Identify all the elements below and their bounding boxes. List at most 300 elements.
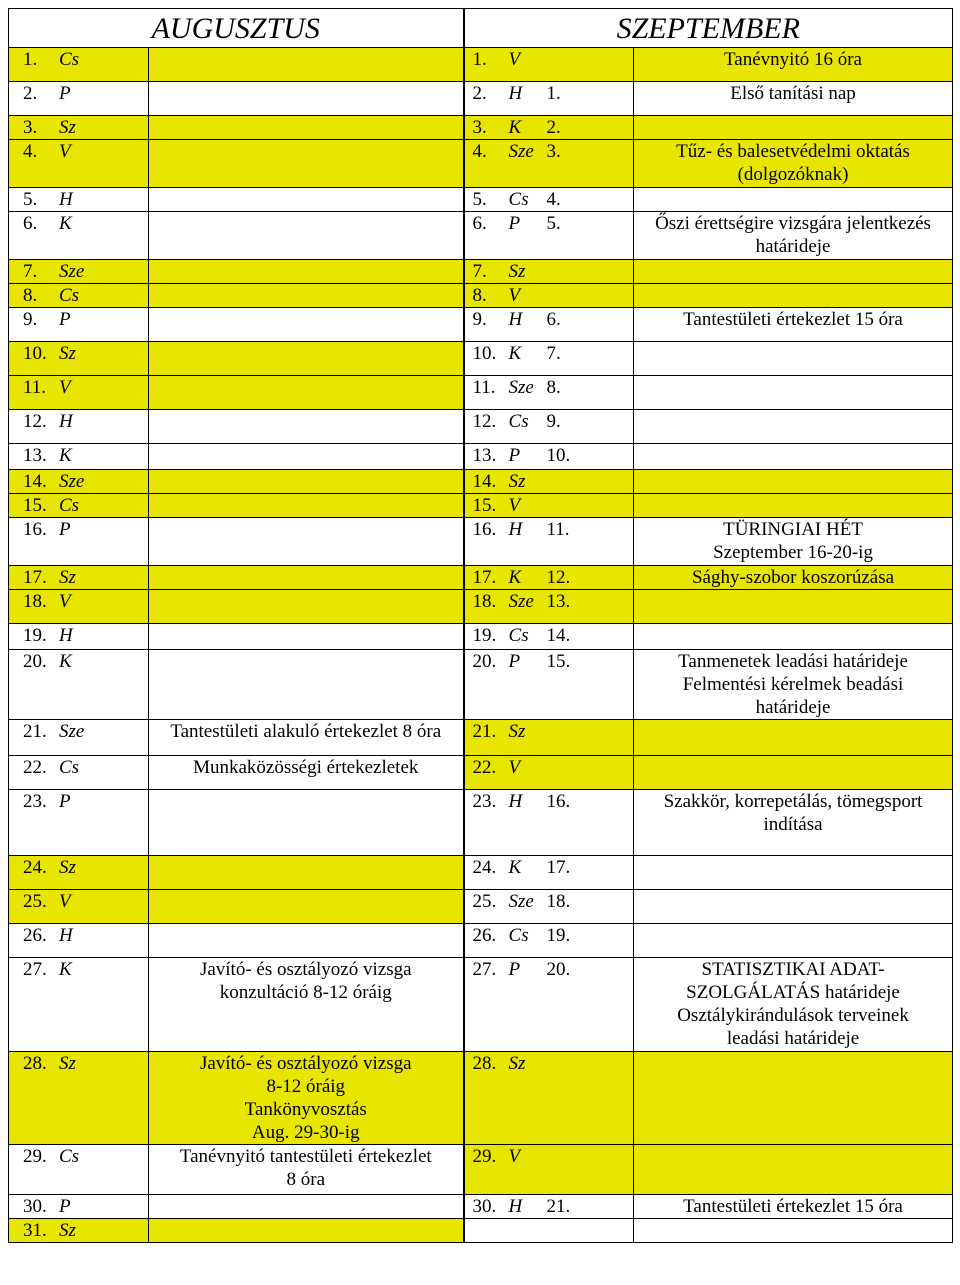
august-note-cell xyxy=(149,756,464,790)
calendar-row xyxy=(9,188,953,212)
august-note-line: Javító- és osztályozó vizsga xyxy=(199,1053,412,1074)
august-weekday: K xyxy=(59,213,72,234)
august-weekday: Cs xyxy=(59,495,80,516)
august-note-cell xyxy=(149,1052,464,1145)
school-day-number: 18. xyxy=(546,891,571,912)
august-day-cell xyxy=(9,188,149,212)
september-day-cell xyxy=(464,308,634,342)
august-weekday: H xyxy=(59,925,73,946)
august-weekday: Cs xyxy=(59,757,80,778)
august-note-cell xyxy=(149,188,464,212)
september-note-cell xyxy=(634,1219,953,1243)
school-day-number: 9. xyxy=(546,411,561,432)
september-day-number: 10. xyxy=(472,343,497,364)
school-day-number: 11. xyxy=(546,519,570,540)
august-day-cell xyxy=(9,48,149,82)
august-day-cell xyxy=(9,82,149,116)
september-note-line: Tanévnyitó 16 óra xyxy=(724,49,862,70)
september-note-line: STATISZTIKAI ADAT- xyxy=(701,959,885,980)
september-day-cell xyxy=(464,890,634,924)
august-note-cell xyxy=(149,650,464,720)
september-note-line: Őszi érettségire vizsgára jelentkezés xyxy=(655,213,931,234)
september-weekday: H xyxy=(508,309,523,330)
august-day-cell xyxy=(9,494,149,518)
august-day-cell xyxy=(9,1195,149,1219)
school-day-number: 13. xyxy=(546,591,571,612)
september-note-line: Sághy-szobor koszorúzása xyxy=(691,567,895,588)
calendar-row xyxy=(9,342,953,376)
september-day-cell xyxy=(464,48,634,82)
august-note-cell xyxy=(149,856,464,890)
august-day-number: 11. xyxy=(23,377,47,398)
school-day-number: 1. xyxy=(546,83,561,104)
september-day-number: 5. xyxy=(472,189,487,210)
calendar-row xyxy=(9,518,953,566)
september-day-number: 20. xyxy=(472,651,497,672)
august-note-cell xyxy=(149,260,464,284)
august-note-cell xyxy=(149,140,464,188)
september-note-cell xyxy=(634,924,953,958)
month-header-row xyxy=(9,9,953,48)
august-weekday: Cs xyxy=(59,285,80,306)
august-weekday: Cs xyxy=(59,1146,80,1167)
calendar-row xyxy=(9,624,953,650)
august-day-cell xyxy=(9,376,149,410)
september-note-cell xyxy=(634,140,953,188)
august-day-cell xyxy=(9,720,149,756)
september-day-cell xyxy=(464,494,634,518)
calendar-row xyxy=(9,1052,953,1145)
august-day-cell xyxy=(9,342,149,376)
august-day-number: 8. xyxy=(23,285,38,306)
august-weekday: Sze xyxy=(59,261,85,282)
august-day-cell xyxy=(9,308,149,342)
august-note-cell xyxy=(149,890,464,924)
calendar-row xyxy=(9,1145,953,1195)
september-weekday: K xyxy=(508,857,522,878)
august-note-cell xyxy=(149,924,464,958)
school-day-number: 8. xyxy=(546,377,561,398)
september-weekday: H xyxy=(508,519,523,540)
september-day-cell xyxy=(464,140,634,188)
september-weekday: V xyxy=(508,757,521,778)
august-note-cell xyxy=(149,1219,464,1243)
september-note-cell xyxy=(634,188,953,212)
september-note-cell xyxy=(634,82,953,116)
september-day-number: 26. xyxy=(472,925,497,946)
september-day-cell xyxy=(464,212,634,260)
september-day-number: 4. xyxy=(472,141,487,162)
september-day-number: 7. xyxy=(472,261,487,282)
september-day-cell xyxy=(464,470,634,494)
september-day-cell xyxy=(464,410,634,444)
september-day-cell xyxy=(464,376,634,410)
september-note-cell xyxy=(634,212,953,260)
august-note-cell xyxy=(149,624,464,650)
september-day-cell xyxy=(464,188,634,212)
august-day-cell xyxy=(9,140,149,188)
september-day-cell xyxy=(464,756,634,790)
september-weekday: K xyxy=(508,567,522,588)
school-day-number: 12. xyxy=(546,567,571,588)
september-note-cell xyxy=(634,48,953,82)
september-day-cell xyxy=(464,342,634,376)
september-day-cell xyxy=(464,284,634,308)
august-day-cell xyxy=(9,890,149,924)
september-weekday: V xyxy=(508,285,521,306)
september-day-number: 12. xyxy=(472,411,497,432)
september-note-line: Szeptember 16-20-ig xyxy=(713,542,873,563)
august-weekday: Sz xyxy=(59,1053,76,1074)
september-note-cell xyxy=(634,470,953,494)
september-day-number: 27. xyxy=(472,959,497,980)
calendar-row xyxy=(9,376,953,410)
august-weekday: V xyxy=(59,891,71,912)
august-note-line: 8 óra xyxy=(286,1169,326,1190)
august-day-cell xyxy=(9,756,149,790)
september-weekday: K xyxy=(508,343,522,364)
august-weekday: P xyxy=(59,1196,71,1217)
september-day-number: 22. xyxy=(472,757,497,778)
august-weekday: Sz xyxy=(59,857,76,878)
calendar-row xyxy=(9,856,953,890)
august-day-number: 22. xyxy=(23,757,47,778)
september-weekday: H xyxy=(508,83,523,104)
august-day-cell xyxy=(9,260,149,284)
september-note-cell xyxy=(634,116,953,140)
august-day-number: 4. xyxy=(23,141,38,162)
august-note-cell xyxy=(149,82,464,116)
august-note-cell xyxy=(149,958,464,1052)
august-weekday: P xyxy=(59,791,71,812)
august-day-number: 29. xyxy=(23,1146,47,1167)
september-note-line: határideje xyxy=(755,236,831,257)
august-day-number: 24. xyxy=(23,857,47,878)
calendar-row xyxy=(9,116,953,140)
august-note-line: konzultáció 8-12 óráig xyxy=(219,982,392,1003)
august-note-line: Munkaközösségi értekezletek xyxy=(193,757,419,778)
calendar-row xyxy=(9,444,953,470)
august-note-cell xyxy=(149,790,464,856)
august-note-cell xyxy=(149,470,464,494)
september-note-cell xyxy=(634,624,953,650)
august-day-number: 20. xyxy=(23,651,47,672)
september-note-line: TÜRINGIAI HÉT xyxy=(723,519,863,540)
september-note-line: határideje xyxy=(755,697,831,718)
august-weekday: Sze xyxy=(59,471,85,492)
september-day-cell xyxy=(464,590,634,624)
september-day-cell xyxy=(464,116,634,140)
calendar-row xyxy=(9,470,953,494)
september-day-number: 2. xyxy=(472,83,487,104)
september-day-number: 8. xyxy=(472,285,487,306)
calendar-row xyxy=(9,756,953,790)
september-day-number: 6. xyxy=(472,213,487,234)
september-day-number: 3. xyxy=(472,117,487,138)
august-day-cell xyxy=(9,284,149,308)
august-header: AUGUSZTUS xyxy=(9,9,464,48)
calendar-row xyxy=(9,1219,953,1243)
august-day-number: 26. xyxy=(23,925,47,946)
september-day-cell xyxy=(464,650,634,720)
calendar-row xyxy=(9,924,953,958)
calendar-table xyxy=(8,8,953,1243)
august-weekday: P xyxy=(59,309,71,330)
september-day-number: 14. xyxy=(472,471,497,492)
september-note-cell xyxy=(634,444,953,470)
august-weekday: P xyxy=(59,83,71,104)
august-day-number: 30. xyxy=(23,1196,47,1217)
august-note-cell xyxy=(149,444,464,470)
september-day-number: 9. xyxy=(472,309,487,330)
august-day-number: 7. xyxy=(23,261,38,282)
school-day-number: 6. xyxy=(546,309,561,330)
september-day-number: 13. xyxy=(472,445,497,466)
school-day-number: 21. xyxy=(546,1196,571,1217)
august-note-cell xyxy=(149,590,464,624)
september-weekday: P xyxy=(508,213,521,234)
august-day-cell xyxy=(9,590,149,624)
august-day-cell xyxy=(9,790,149,856)
august-day-number: 5. xyxy=(23,189,38,210)
school-day-number: 3. xyxy=(546,141,561,162)
august-note-cell xyxy=(149,518,464,566)
september-note-line: Szakkör, korrepetálás, tömegsport xyxy=(663,791,923,812)
september-day-number: 1. xyxy=(472,49,487,70)
school-day-number: 17. xyxy=(546,857,571,878)
september-day-number: 29. xyxy=(472,1146,497,1167)
august-day-number: 1. xyxy=(23,49,38,70)
september-day-cell xyxy=(464,624,634,650)
september-note-cell xyxy=(634,790,953,856)
august-day-number: 18. xyxy=(23,591,47,612)
calendar-row xyxy=(9,720,953,756)
august-weekday: Sz xyxy=(59,343,76,364)
september-note-cell xyxy=(634,856,953,890)
august-day-cell xyxy=(9,1145,149,1195)
september-day-number: 11. xyxy=(472,377,496,398)
august-weekday: Sze xyxy=(59,721,85,742)
september-note-cell xyxy=(634,650,953,720)
september-day-cell xyxy=(464,924,634,958)
school-day-number: 7. xyxy=(546,343,561,364)
september-weekday: H xyxy=(508,791,523,812)
august-note-cell xyxy=(149,376,464,410)
september-header: SZEPTEMBER xyxy=(464,9,953,48)
september-day-number: 21. xyxy=(472,721,497,742)
august-day-cell xyxy=(9,212,149,260)
august-day-number: 10. xyxy=(23,343,47,364)
school-day-number: 15. xyxy=(546,651,571,672)
september-day-number: 25. xyxy=(472,891,497,912)
september-note-cell xyxy=(634,284,953,308)
september-weekday: Sze xyxy=(508,891,534,912)
september-note-cell xyxy=(634,890,953,924)
september-day-number: 15. xyxy=(472,495,497,516)
calendar-row xyxy=(9,410,953,444)
september-note-cell xyxy=(634,376,953,410)
school-day-number: 20. xyxy=(546,959,571,980)
september-day-cell xyxy=(464,260,634,284)
august-day-cell xyxy=(9,958,149,1052)
september-day-number: 16. xyxy=(472,519,497,540)
school-day-number: 2. xyxy=(546,117,561,138)
september-note-line: SZOLGÁLATÁS határideje xyxy=(686,982,900,1003)
august-note-line: Javító- és osztályozó vizsga xyxy=(199,959,412,980)
august-day-number: 15. xyxy=(23,495,47,516)
august-note-cell xyxy=(149,1195,464,1219)
september-note-line: Tűz- és balesetvédelmi oktatás xyxy=(676,141,910,162)
september-weekday: V xyxy=(508,495,521,516)
september-day-number: 19. xyxy=(472,625,497,646)
calendar-row xyxy=(9,48,953,82)
september-note-cell xyxy=(634,566,953,590)
august-weekday: Sz xyxy=(59,117,76,138)
august-weekday: P xyxy=(59,519,71,540)
september-weekday: P xyxy=(508,959,521,980)
september-weekday: Sz xyxy=(508,261,526,282)
september-weekday: Sze xyxy=(508,141,534,162)
august-day-number: 16. xyxy=(23,519,47,540)
september-day-number: 28. xyxy=(472,1053,497,1074)
school-day-number: 5. xyxy=(546,213,561,234)
august-day-cell xyxy=(9,470,149,494)
september-note-cell xyxy=(634,308,953,342)
september-day-number: 18. xyxy=(472,591,497,612)
september-day-number: 30. xyxy=(472,1196,497,1217)
august-note-line: Tankönyvosztás xyxy=(244,1099,367,1120)
august-day-number: 2. xyxy=(23,83,38,104)
calendar-row xyxy=(9,890,953,924)
august-weekday: H xyxy=(59,625,73,646)
august-day-number: 6. xyxy=(23,213,38,234)
calendar-row xyxy=(9,1195,953,1219)
august-day-number: 27. xyxy=(23,959,47,980)
august-day-number: 13. xyxy=(23,445,47,466)
september-weekday: Cs xyxy=(508,625,529,646)
school-day-number: 4. xyxy=(546,189,561,210)
august-day-cell xyxy=(9,518,149,566)
september-note-cell xyxy=(634,260,953,284)
september-note-cell xyxy=(634,1195,953,1219)
august-day-number: 28. xyxy=(23,1053,47,1074)
august-day-cell xyxy=(9,924,149,958)
august-day-number: 14. xyxy=(23,471,47,492)
august-note-cell xyxy=(149,494,464,518)
september-day-cell xyxy=(464,790,634,856)
august-weekday: Sz xyxy=(59,567,76,588)
september-note-cell xyxy=(634,494,953,518)
august-note-cell xyxy=(149,342,464,376)
september-weekday: Cs xyxy=(508,925,529,946)
august-day-number: 12. xyxy=(23,411,47,432)
august-day-number: 3. xyxy=(23,117,38,138)
august-day-number: 17. xyxy=(23,567,47,588)
calendar-row xyxy=(9,308,953,342)
august-note-line: Tanévnyitó tantestületi értekezlet xyxy=(179,1146,432,1167)
calendar-body xyxy=(9,48,953,1243)
august-day-number: 25. xyxy=(23,891,47,912)
school-day-number: 16. xyxy=(546,791,571,812)
august-note-cell xyxy=(149,720,464,756)
september-weekday: Sze xyxy=(508,377,534,398)
september-weekday: Cs xyxy=(508,189,529,210)
august-day-cell xyxy=(9,444,149,470)
august-day-cell xyxy=(9,1219,149,1243)
august-note-cell xyxy=(149,48,464,82)
september-day-cell xyxy=(464,444,634,470)
september-weekday: Cs xyxy=(508,411,529,432)
september-weekday: H xyxy=(508,1196,523,1217)
september-note-line: Felmentési kérelmek beadási xyxy=(682,674,904,695)
calendar-row xyxy=(9,284,953,308)
august-day-cell xyxy=(9,1052,149,1145)
august-day-cell xyxy=(9,624,149,650)
september-note-cell xyxy=(634,342,953,376)
august-day-number: 19. xyxy=(23,625,47,646)
school-day-number: 19. xyxy=(546,925,571,946)
september-day-cell xyxy=(464,1219,634,1243)
september-weekday: P xyxy=(508,445,521,466)
calendar-row xyxy=(9,590,953,624)
august-note-cell xyxy=(149,410,464,444)
september-weekday: Sz xyxy=(508,471,526,492)
august-day-number: 21. xyxy=(23,721,47,742)
august-weekday: V xyxy=(59,591,71,612)
september-note-line: indítása xyxy=(763,814,823,835)
september-day-cell xyxy=(464,856,634,890)
september-weekday: K xyxy=(508,117,522,138)
september-note-cell xyxy=(634,720,953,756)
september-weekday: Sze xyxy=(508,591,534,612)
september-day-cell xyxy=(464,1195,634,1219)
september-weekday: P xyxy=(508,651,521,672)
september-day-cell xyxy=(464,566,634,590)
september-day-number: 24. xyxy=(472,857,497,878)
august-weekday: H xyxy=(59,189,73,210)
august-weekday: H xyxy=(59,411,73,432)
september-note-cell xyxy=(634,1052,953,1145)
august-weekday: Sz xyxy=(59,1220,76,1241)
september-note-line: Tantestületi értekezlet 15 óra xyxy=(683,1196,903,1217)
september-day-cell xyxy=(464,958,634,1052)
september-note-line: (dolgozóknak) xyxy=(737,164,849,185)
august-note-line: Tantestületi alakuló értekezlet 8 óra xyxy=(170,721,442,742)
calendar-row xyxy=(9,140,953,188)
september-day-cell xyxy=(464,1052,634,1145)
september-day-cell xyxy=(464,518,634,566)
august-day-number: 31. xyxy=(23,1220,47,1241)
august-note-cell xyxy=(149,566,464,590)
september-weekday: Sz xyxy=(508,1053,526,1074)
september-note-line: leadási határideje xyxy=(726,1028,860,1049)
august-day-cell xyxy=(9,410,149,444)
calendar-row xyxy=(9,494,953,518)
school-day-number: 10. xyxy=(546,445,571,466)
august-day-cell xyxy=(9,566,149,590)
august-note-cell xyxy=(149,212,464,260)
september-weekday: V xyxy=(508,1146,521,1167)
august-note-cell xyxy=(149,116,464,140)
august-note-cell xyxy=(149,284,464,308)
august-day-cell xyxy=(9,650,149,720)
calendar-row xyxy=(9,566,953,590)
august-note-cell xyxy=(149,1145,464,1195)
calendar-row xyxy=(9,790,953,856)
calendar-row xyxy=(9,260,953,284)
calendar-row xyxy=(9,82,953,116)
september-day-cell xyxy=(464,720,634,756)
